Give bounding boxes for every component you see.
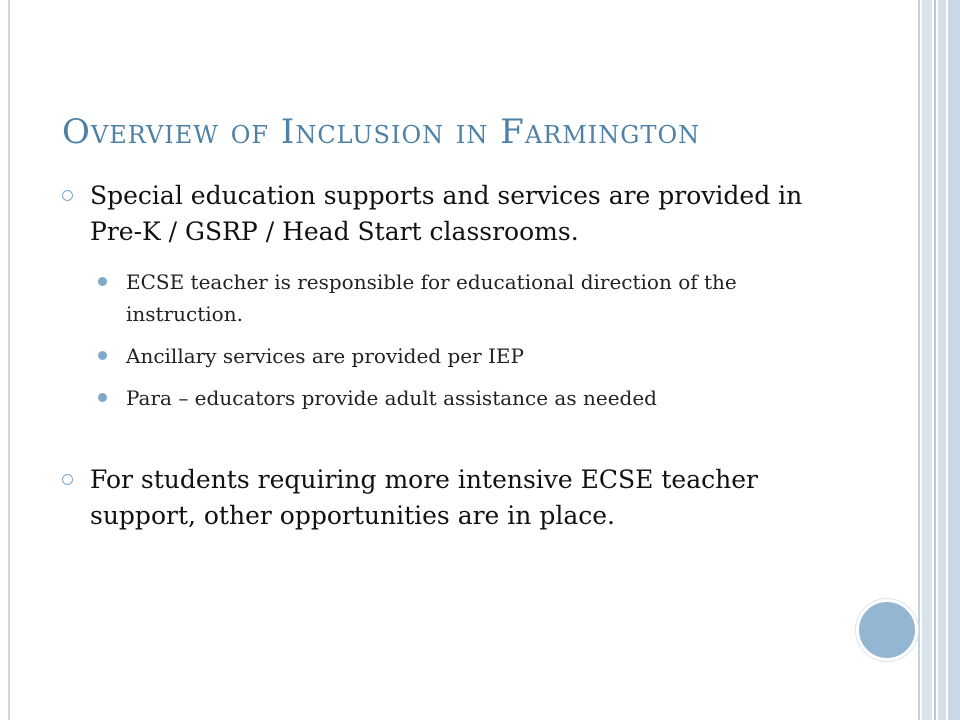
bullet-text: Special education supports and services are provided in Pre-K / GSRP / Head Start classrooms. <box>90 181 803 246</box>
dot-bullet-icon <box>98 393 107 402</box>
decorative-circle <box>856 599 918 661</box>
stripe <box>938 0 946 720</box>
dot-bullet-icon <box>98 351 107 360</box>
stripe <box>922 0 932 720</box>
bullet-item <box>62 178 852 250</box>
sub-bullet-item <box>98 266 852 330</box>
stripe <box>934 0 936 720</box>
right-decorative-stripes <box>918 0 960 720</box>
left-border-line <box>8 0 10 720</box>
sub-bullet-text: Ancillary services are provided per IEP <box>126 344 524 368</box>
sub-bullet-item <box>98 382 852 414</box>
ring-bullet-icon <box>62 474 73 485</box>
sub-bullet-text: Para – educators provide adult assistance as needed <box>126 386 657 410</box>
bullet-text: For students requiring more intensive ECSE teacher support, other opportunities are in place. <box>90 465 758 530</box>
sub-bullet-item <box>98 340 852 372</box>
sub-bullet-list <box>98 266 852 414</box>
bullet-item <box>62 462 852 534</box>
bullet-list <box>62 178 852 534</box>
stripe <box>918 0 920 720</box>
sub-bullet-text: ECSE teacher is responsible for educational direction of the instruction. <box>126 270 737 326</box>
dot-bullet-icon <box>98 277 107 286</box>
stripe <box>948 0 960 720</box>
ring-bullet-icon <box>62 190 73 201</box>
slide-title: Overview of Inclusion in Farmington <box>62 112 701 152</box>
